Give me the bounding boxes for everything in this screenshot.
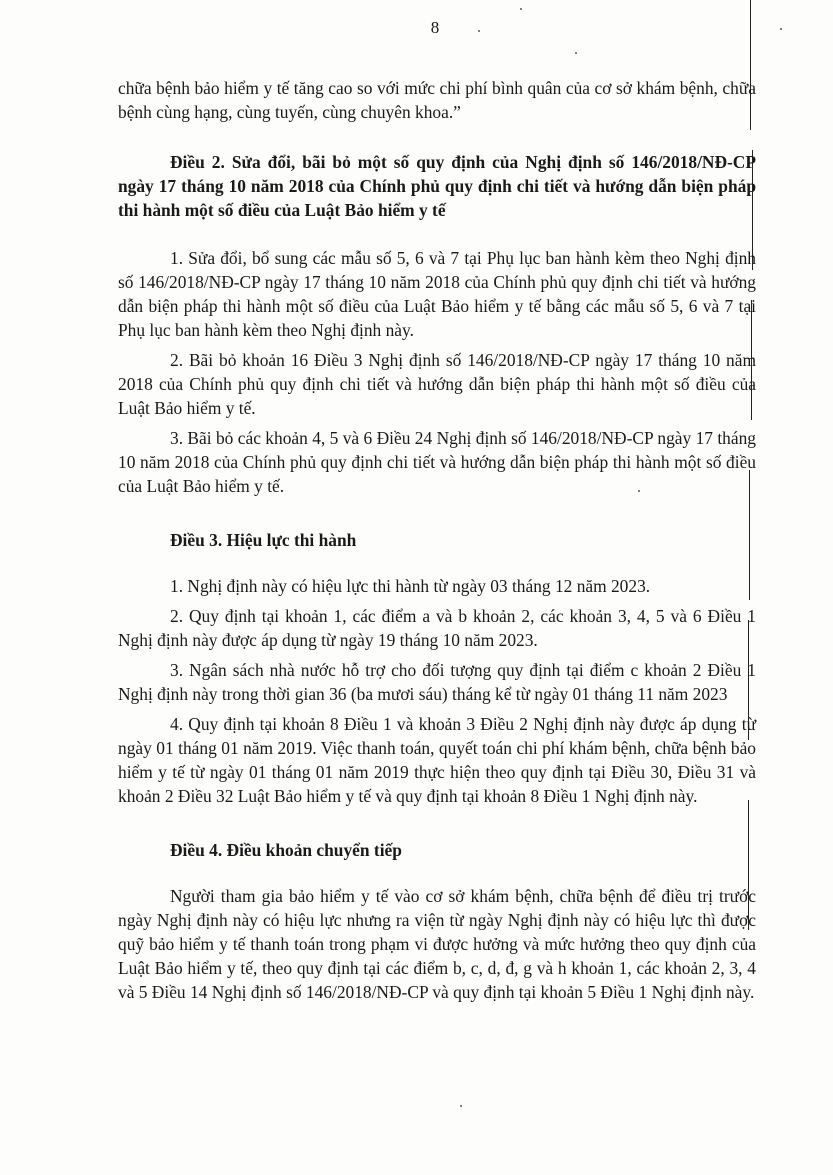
document-body: [118, 76, 756, 1004]
scan-speck: [460, 1105, 462, 1107]
scan-speck: [520, 8, 522, 10]
article-4-heading: Điều 4. Điều khoản chuyển tiếp: [170, 840, 402, 860]
article-3-clause-1: 1. Nghị định này có hiệu lực thi hành từ ngày 03 tháng 12 năm 2023.: [170, 576, 651, 596]
scan-speck: [575, 52, 577, 54]
article-2-clause-2: 2. Bãi bỏ khoản 16 Điều 3 Nghị định số 146/2018/NĐ-CP ngày 17 tháng 10 năm 2018 của Chính phủ quy định chi tiết và hướng dẫn biện pháp thi hành một số điều của Luật Bảo hiểm y tế.: [118, 350, 756, 418]
page-number: 8: [430, 18, 440, 37]
article-2-heading: Điều 2. Sửa đổi, bãi bỏ một số quy định của Nghị định số 146/2018/NĐ-CP ngày 17 tháng 10 năm 2018 của Chính phủ quy định chi tiết và hướng dẫn biện pháp thi hành một số điều của Luật Bảo hiểm y tế: [118, 152, 756, 220]
scan-speck: [780, 28, 782, 30]
article-3-clause-2: 2. Quy định tại khoản 1, các điểm a và b khoản 2, các khoản 3, 4, 5 và 6 Điều 1 Nghị định này được áp dụng từ ngày 19 tháng 10 năm 2023.: [118, 606, 756, 650]
scan-speck: [478, 30, 480, 32]
article-4-body: Người tham gia bảo hiểm y tế vào cơ sở khám bệnh, chữa bệnh để điều trị trước ngày Nghị định này có hiệu lực nhưng ra viện từ ngày Nghị định này có hiệu lực thì được quỹ bảo hiểm y tế thanh toán trong phạm vi được hưởng và mức hưởng theo quy định của Luật Bảo hiểm y tế, theo quy định tại các điểm b, c, d, đ, g và h khoản 1, các khoản 2, 3, 4 và 5 Điều 14 Nghị định số 146/2018/NĐ-CP và quy định tại khoản 5 Điều 1 Nghị định này.: [118, 886, 756, 1002]
article-3-clause-3: 3. Ngân sách nhà nước hỗ trợ cho đối tượng quy định tại điểm c khoản 2 Điều 1 Nghị định này trong thời gian 36 (ba mươi sáu) tháng kể từ ngày 01 tháng 11 năm 2023: [118, 660, 756, 704]
article-2-clause-1: 1. Sửa đổi, bổ sung các mẫu số 5, 6 và 7 tại Phụ lục ban hành kèm theo Nghị định số 146/2018/NĐ-CP ngày 17 tháng 10 năm 2018 của Chính phủ quy định chi tiết và hướng dẫn biện pháp thi hành một số điều của Luật Bảo hiểm y tế bằng các mẫu số 5, 6 và 7 tại Phụ lục ban hành kèm theo Nghị định này.: [118, 248, 756, 340]
article-3-clause-4: 4. Quy định tại khoản 8 Điều 1 và khoản 3 Điều 2 Nghị định này được áp dụng từ ngày 01 tháng 01 năm 2019. Việc thanh toán, quyết toán chi phí khám bệnh, chữa bệnh bảo hiểm y tế từ ngày 01 tháng 01 năm 2019 thực hiện theo quy định tại Điều 30, Điều 31 và khoản 2 Điều 32 Luật Bảo hiểm y tế và quy định tại khoản 8 Điều 1 Nghị định này.: [118, 714, 756, 806]
article-2-clause-3: 3. Bãi bỏ các khoản 4, 5 và 6 Điều 24 Nghị định số 146/2018/NĐ-CP ngày 17 tháng 10 năm 2018 của Chính phủ quy định chi tiết và hướng dẫn biện pháp thi hành một số điều của Luật Bảo hiểm y tế.: [118, 428, 756, 496]
article-3-heading: Điều 3. Hiệu lực thi hành: [170, 530, 357, 550]
intro-paragraph: chữa bệnh bảo hiểm y tế tăng cao so với mức chi phí bình quân của cơ sở khám bệnh, chữa bệnh cùng hạng, cùng tuyến, cùng chuyên khoa.”: [118, 78, 756, 122]
